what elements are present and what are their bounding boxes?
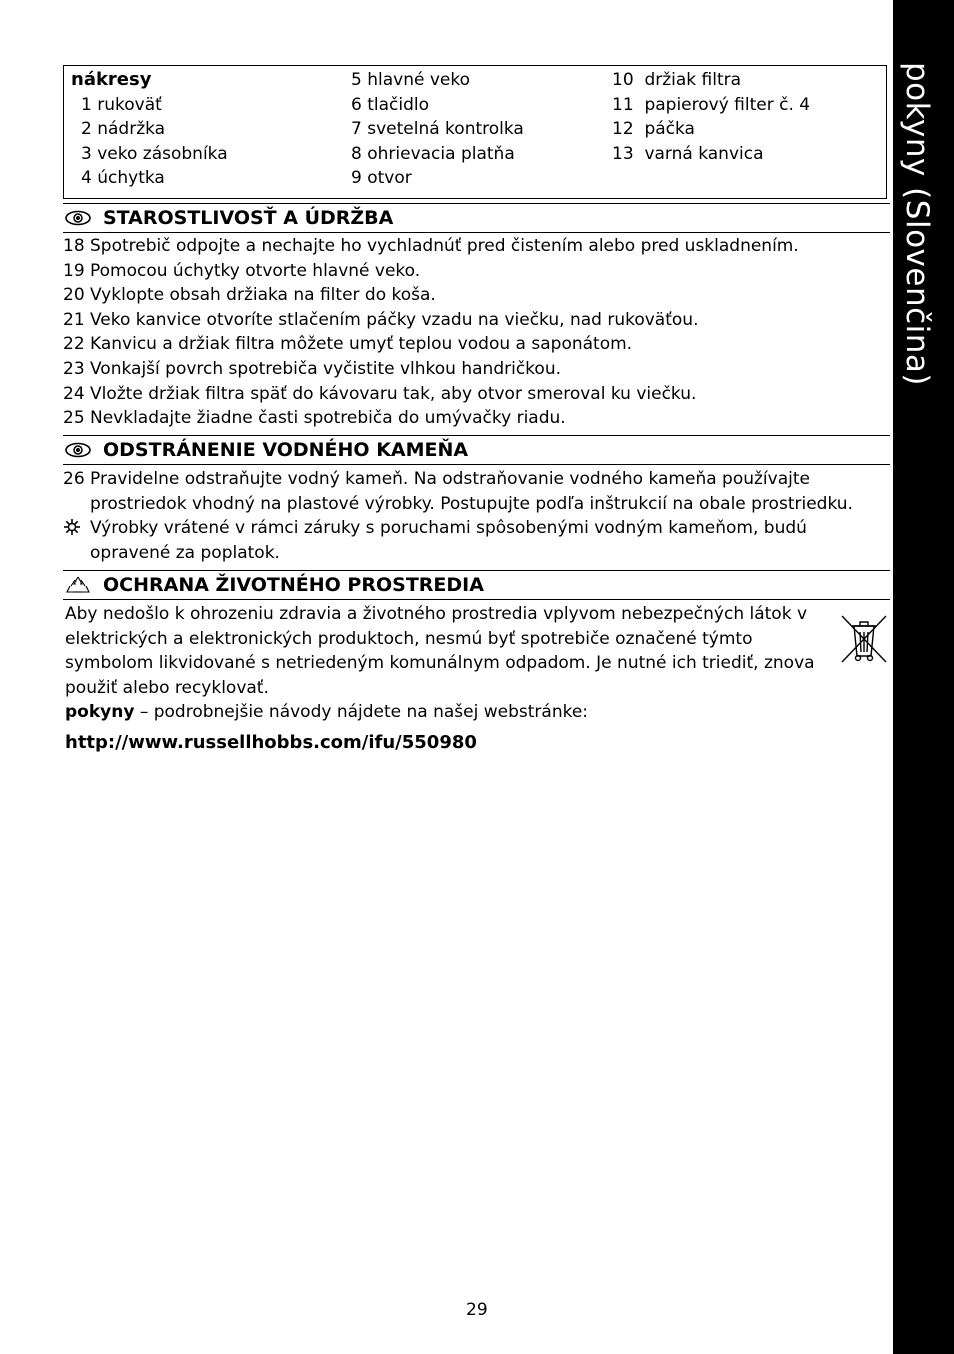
legend-item: 10 držiak filtra [612, 70, 742, 90]
descale-section-title: ODSTRÁNENIE VODNÉHO KAMEŇA [103, 439, 469, 461]
care-list [63, 234, 890, 431]
list-item: 18 Spotrebič odpojte a nechajte ho vychladnúť pred čistením alebo pred uskladnením. [63, 236, 799, 256]
list-item: 26 Pravidelne odstraňujte vodný kameň. Na odstraňovanie vodného kameňa používajte [63, 469, 810, 489]
descale-list [63, 467, 890, 565]
eye-icon [65, 210, 91, 226]
instructions-url[interactable]: http://www.russellhobbs.com/ifu/550980 [65, 731, 477, 753]
legend-column-1 [71, 68, 228, 191]
paragraph-line: použiť alebo recyklovať. [65, 677, 269, 698]
warning-note-continuation: opravené za poplatok. [90, 542, 280, 563]
list-item: 23 Vonkajší povrch spotrebiča vyčistite vlhkou handričkou. [63, 358, 561, 379]
list-item: 25 Nevkladajte žiadne časti spotrebiča do umývačky riadu. [63, 408, 566, 429]
recycle-icon [65, 575, 91, 595]
paragraph-line: elektrických a elektronických produktoch, nesmú byť spotrebiče označené týmto [65, 628, 753, 649]
paragraph-line: symbolom likvidované s netriedeným komunálnym odpadom. Je nutné ich triediť, znova [65, 653, 815, 674]
care-section-header [63, 203, 890, 233]
language-side-tab [893, 0, 954, 1354]
legend-item: 13 varná kanvica [612, 143, 764, 164]
legend-column-2 [351, 68, 524, 191]
side-tab-label: pokyny (Slovenčina) [899, 62, 935, 386]
instructions-line: pokyny – podrobnejšie návody nájdete na našej webstránke: [65, 702, 589, 723]
environment-section-header [63, 570, 890, 600]
legend-title: nákresy [71, 69, 152, 90]
list-item: 21 Veko kanvice otvoríte stlačením páčky vzadu na viečku, nad rukoväťou. [63, 309, 699, 330]
paragraph-line: Aby nedošlo k ohrozeniu zdravia a životného prostredia vplyvom nebezpečných látok v [65, 604, 808, 624]
legend-item: 9 otvor [351, 168, 412, 189]
parts-legend-box [63, 65, 887, 199]
list-item-continuation: prostriedok vhodný na plastové výrobky. Postupujte podľa inštrukcií na obale prostriedku. [90, 493, 853, 514]
legend-item: 5 hlavné veko [351, 70, 471, 90]
list-item: 19 Pomocou úchytky otvorte hlavné veko. [63, 260, 421, 281]
legend-item: 1 rukoväť [81, 94, 162, 115]
legend-column-3 [612, 68, 810, 166]
legend-item: 3 veko zásobníka [81, 143, 228, 164]
list-item: 20 Vyklopte obsah držiaka na filter do koša. [63, 285, 436, 306]
environment-section-title: OCHRANA ŽIVOTNÉHO PROSTREDIA [103, 574, 484, 596]
legend-item: 8 ohrievacia platňa [351, 143, 515, 164]
care-section-title: STAROSTLIVOSŤ A ÚDRŽBA [103, 207, 394, 229]
legend-item: 11 papierový filter č. 4 [612, 94, 811, 115]
legend-item: 2 nádržka [81, 119, 166, 140]
burst-icon [63, 516, 90, 541]
descale-section-header [63, 435, 890, 465]
list-item: 22 Kanvicu a držiak filtra môžete umyť teplou vodou a saponátom. [63, 334, 633, 355]
eye-icon [65, 442, 91, 458]
warning-note: Výrobky vrátené v rámci záruky s poruchami spôsobenými vodným kameňom, budú [63, 516, 890, 541]
legend-item: 4 úchytka [81, 168, 165, 189]
legend-item: 6 tlačidlo [351, 94, 430, 115]
list-item: 24 Vložte držiak filtra späť do kávovaru tak, aby otvor smeroval ku viečku. [63, 383, 697, 404]
legend-item: 7 svetelná kontrolka [351, 119, 524, 140]
crossed-bin-icon [839, 612, 889, 664]
legend-item: 12 páčka [612, 119, 695, 140]
page-number: 29 [466, 1300, 488, 1320]
environment-paragraph [65, 602, 835, 756]
